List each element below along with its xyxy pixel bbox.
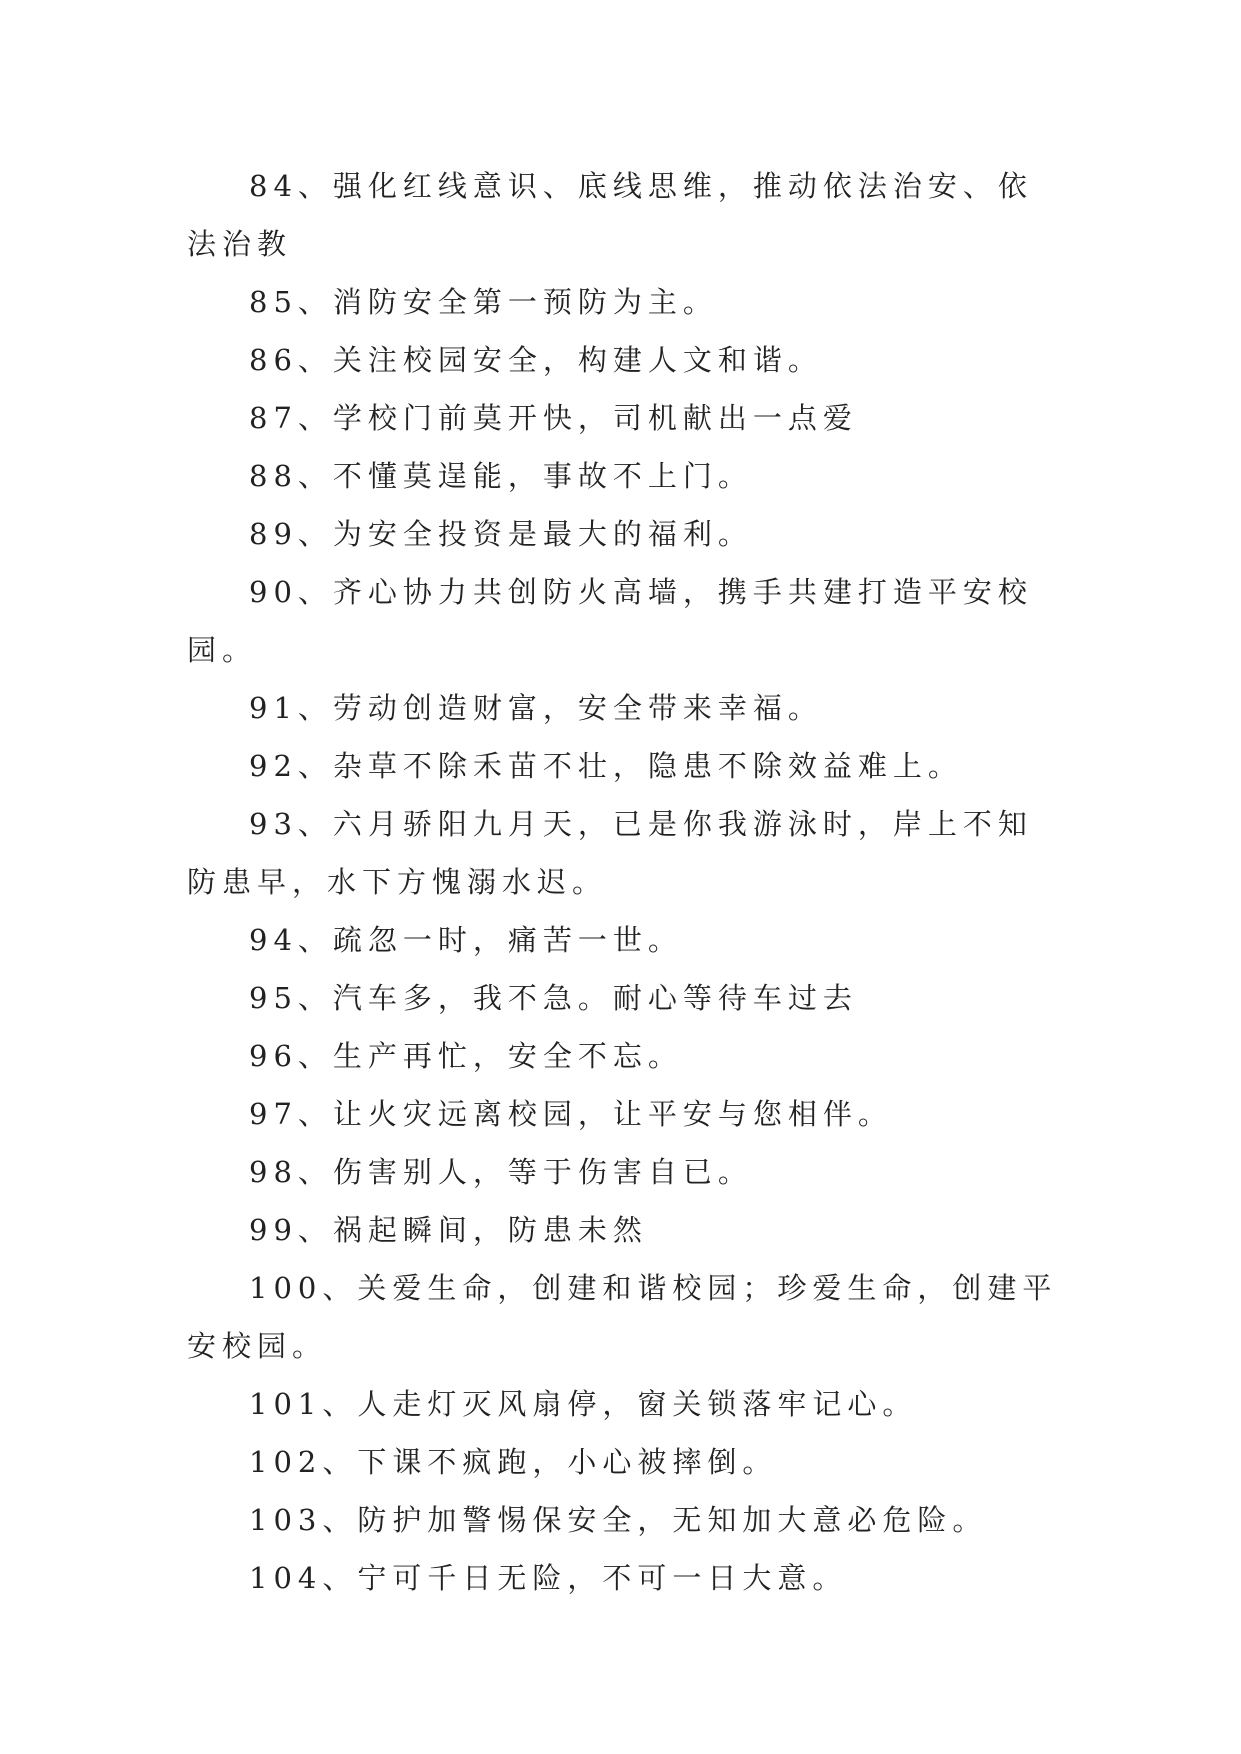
list-item: 93、六月骄阳九月天，已是你我游泳时，岸上不知防患早，水下方愧溺水迟。	[187, 807, 1033, 899]
list-item: 86、关注校园安全，构建人文和谐。	[249, 343, 823, 377]
list-item: 89、为安全投资是最大的福利。	[249, 517, 753, 551]
list-item: 104、宁可千日无险，不可一日大意。	[249, 1561, 848, 1595]
list-item: 98、伤害别人，等于伤害自已。	[249, 1155, 753, 1189]
list-item: 85、消防安全第一预防为主。	[249, 285, 718, 319]
list-item: 101、人走灯灭风扇停，窗关锁落牢记心。	[249, 1387, 918, 1421]
list-item: 102、下课不疯跑，小心被摔倒。	[249, 1445, 778, 1479]
list-item: 100、关爱生命，创建和谐校园；珍爱生命，创建平安校园。	[187, 1271, 1058, 1363]
list-item: 87、学校门前莫开快，司机献出一点爱	[249, 401, 858, 435]
list-item: 90、齐心协力共创防火高墙，携手共建打造平安校园。	[187, 575, 1033, 667]
list-item: 94、疏忽一时，痛苦一世。	[249, 923, 683, 957]
list-item: 91、劳动创造财富，安全带来幸福。	[249, 691, 823, 725]
document-body	[187, 157, 1067, 1607]
list-item: 96、生产再忙，安全不忘。	[249, 1039, 683, 1073]
list-item: 99、祸起瞬间，防患未然	[249, 1213, 648, 1247]
list-item: 103、防护加警惕保安全，无知加大意必危险。	[249, 1503, 988, 1537]
list-item: 95、汽车多，我不急。耐心等待车过去	[249, 981, 858, 1015]
list-item: 92、杂草不除禾苗不壮，隐患不除效益难上。	[249, 749, 963, 783]
list-item: 88、不懂莫逞能，事故不上门。	[249, 459, 753, 493]
list-item: 97、让火灾远离校园，让平安与您相伴。	[249, 1097, 893, 1131]
list-item: 84、强化红线意识、底线思维，推动依法治安、依法治教	[187, 169, 1033, 261]
